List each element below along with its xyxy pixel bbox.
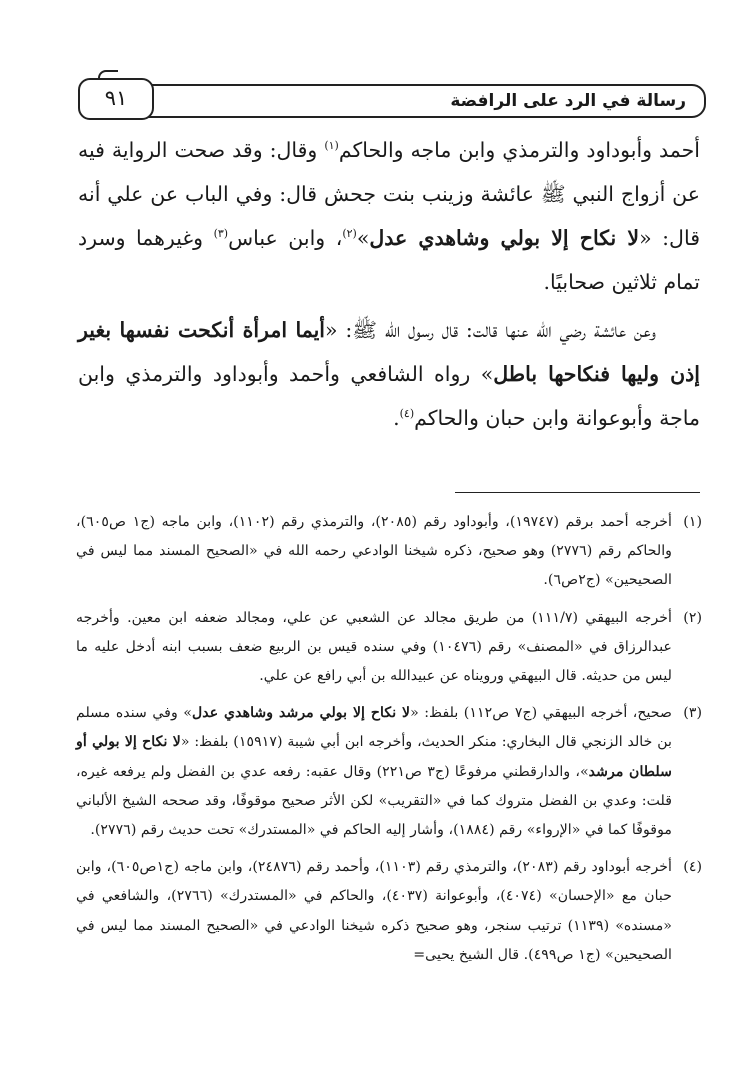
- p1-text-b: وقال: وقد صحت الرواية فيه عن أزواج النبي ﷺ عائشة وزينب بنت جحش قال: وفي الباب عن علي أنه قال: «: [78, 138, 700, 250]
- p2-hadith-bold: أيما امرأة أنكحت نفسها بغير إذن وليها فنكاحها باطل: [78, 318, 700, 386]
- footnote-number: (١): [683, 514, 702, 530]
- footnote-number: (٤): [683, 859, 702, 876]
- footnote-text-a: صحيح، أخرجه البيهقي (ج٧ ص١١٢) بلفظ: «: [410, 705, 672, 722]
- p1-text-a: أحمد وأبوداود والترمذي وابن ماجه والحاكم: [338, 138, 700, 162]
- footnote-number: (٣): [683, 705, 702, 722]
- main-text: [78, 128, 700, 440]
- p1-quote-close: »: [356, 226, 370, 250]
- footnote-ref-1: (١): [324, 139, 339, 153]
- footnote-1: [76, 508, 702, 596]
- running-header: [78, 84, 706, 118]
- paragraph-1: [78, 128, 700, 304]
- footnote-text-b: » وفي سنده مسلم بن خالد الزنجي قال البخاري: منكر الحديث، وأخرجه ابن أبي شيبة (١٥٩١٧) بلفظ: «: [76, 705, 672, 751]
- header-title: رسالة في الرد على الرافضة: [450, 91, 686, 111]
- footnote-text-c: »، والدارقطني مرفوعًا (ج٣ ص٢٢١) وقال عقبه: رفعه عدي بن الفضل ولم يرفعه غيره، قلت: وعدي بن الفضل متروك كما في «التقريب» لكن الأثر صحيح موقوفًا، وقد صححه الشيخ الألباني موقوفًا كما في «الإرواء» رقم (١٨٨٤)، وأشار إليه الحاكم في «المستدرك» تحت حديث رقم (٢٧٧٦).: [76, 763, 672, 839]
- p2-text-b: » رواه الشافعي وأحمد وأبوداود والترمذي وابن ماجة وأبوعوانة وابن حبان والحاكم: [78, 362, 700, 430]
- footnote-4: [76, 853, 702, 970]
- paragraph-2: [78, 308, 700, 440]
- p1-text-c: ، وابن عباس: [228, 226, 343, 250]
- footnote-text: أخرجه أبوداود رقم (٢٠٨٣)، والترمذي رقم (١١٠٣)، وأحمد رقم (٢٤٨٧٦)، وابن ماجه (ج١ص٦٠٥)، وابن حبان مع «الإحسان» (٤٠٧٤)، وأبوعوانة (٤٠٣٧)، والحاكم في «المستدرك» (٢٧٦٦)، والشافعي في «مسنده» (١١٣٩) ترتيب سنجر، وهو صحيح ذكره شيخنا الوادعي في «الصحيح المسند مما ليس في الصحيحين» (ج١ ص٤٩٩). قال الشيخ يحيى=: [76, 859, 672, 963]
- footnote-ref-3: (٣): [213, 227, 229, 241]
- footnote-ref-4: (٤): [399, 407, 415, 421]
- footnote-separator: [455, 492, 700, 493]
- footnote-text: أخرجه أحمد برقم (١٩٧٤٧)، وأبوداود رقم (٢٠٨٥)، والترمذي رقم (١١٠٢)، وابن ماجه (ج١ ص٦٠٥)، والحاكم رقم (٢٧٧٦) وهو صحيح، ذكره شيخنا الوادعي رحمه الله في «الصحيح المسند مما ليس في الصحيحين» (ج٢ص٦).: [76, 514, 672, 589]
- footnotes: [76, 508, 702, 970]
- footnote-bold-b: لا نكاح إلا بولي أو سلطان مرشد: [76, 734, 672, 780]
- p1-text-d: وغيرهما وسرد تمام ثلاثين صحابيًا.: [78, 226, 700, 294]
- footnote-ref-2: (٢): [342, 227, 357, 241]
- footnote-2: [76, 604, 702, 692]
- footnote-bold-a: لا نكاح إلا بولي مرشد وشاهدي عدل: [191, 705, 411, 722]
- page-number: ٩١: [104, 86, 128, 110]
- footnote-number: (٢): [683, 609, 702, 626]
- page-number-box: [78, 78, 154, 120]
- p2-tail: .: [393, 406, 400, 430]
- p1-hadith-bold: لا نكاح إلا بولي وشاهدي عدل: [369, 226, 640, 250]
- p2-text-a: وعن عائشة رضي الله عنها قالت: قال رسول الله ﷺ: «: [324, 318, 656, 342]
- footnote-3: [76, 699, 702, 845]
- footnote-text: أخرجه البيهقي (١١١/٧) من طريق مجالد عن الشعبي عن علي، ومجالد ضعفه ابن معين. وأخرجه عبدالرزاق في «المصنف» رقم (١٠٤٧٦) وفي سنده قيس بن الربيع ضعف بسبب ابنه أدخل عليه ما ليس من حديثه. قال البيهقي ورويناه عن عبيدالله بن أبي رافع عن علي.: [76, 609, 672, 685]
